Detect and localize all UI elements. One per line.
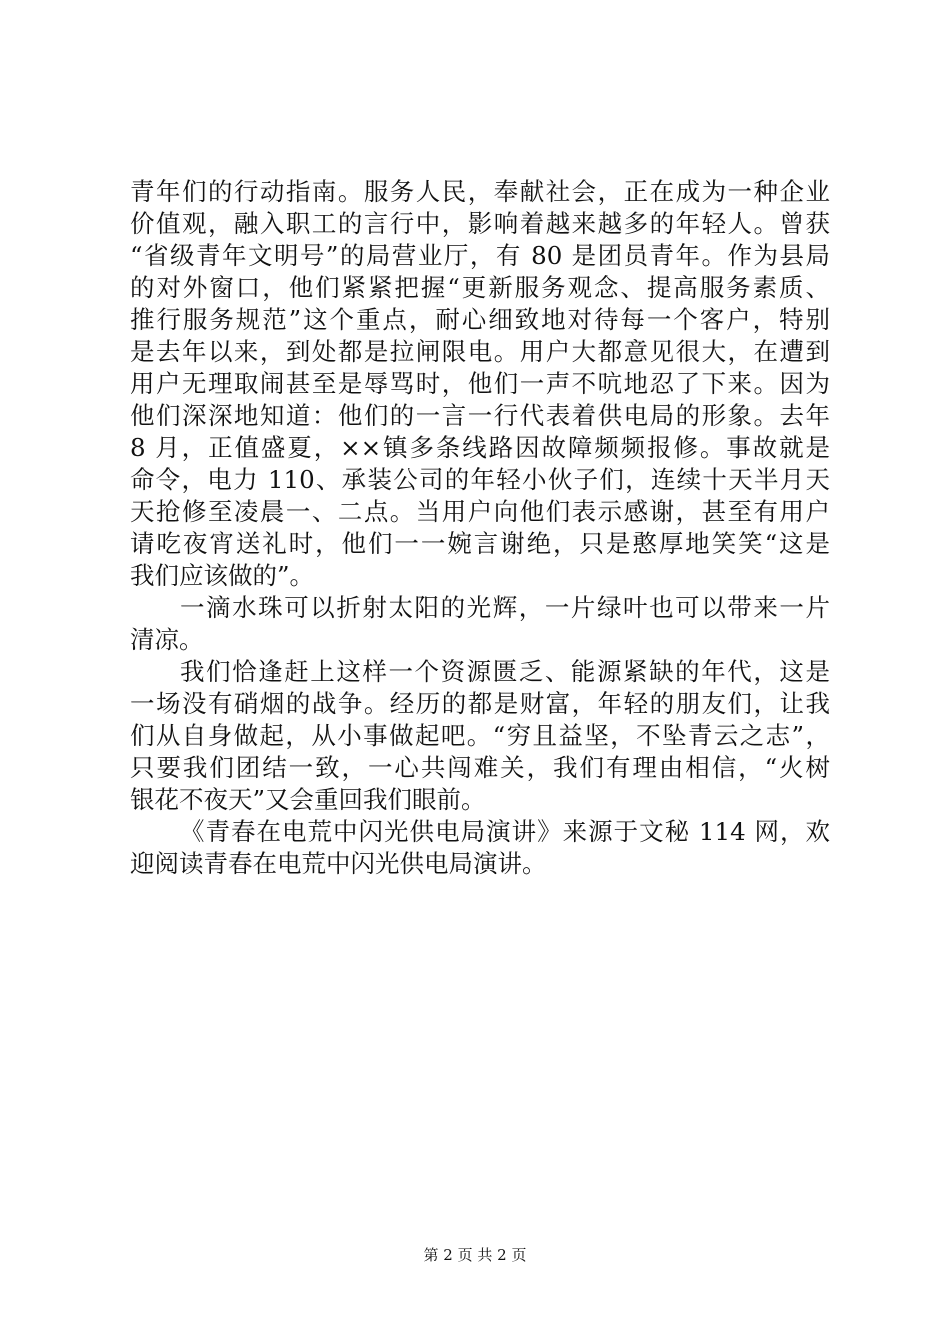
document-body xyxy=(130,176,830,880)
text-line: 银花不夜天”又会重回我们眼前。 xyxy=(130,785,486,814)
page-footer xyxy=(0,1244,950,1265)
text-line: 天抢修至凌晨一、二点。当用户向他们表示感谢，甚至有用户 xyxy=(130,497,830,526)
paragraph-2 xyxy=(130,592,830,656)
text-line: 一场没有硝烟的战争。经历的都是财富，年轻的朋友们，让我 xyxy=(130,689,830,718)
text-line: 我们恰逢赶上这样一个资源匮乏、能源紧缺的年代，这是 xyxy=(180,657,830,686)
text-line: “省级青年文明号”的局营业厅，有 80 是团员青年。作为县局 xyxy=(130,241,830,270)
paragraph-1 xyxy=(130,176,830,592)
paragraph-4 xyxy=(130,816,830,880)
text-line: 是去年以来，到处都是拉闸限电。用户大都意见很大，在遭到 xyxy=(130,337,830,366)
text-line: 用户无理取闹甚至是辱骂时，他们一声不吭地忍了下来。因为 xyxy=(130,369,830,398)
page-number-label: 第 2 页 共 2 页 xyxy=(423,1246,527,1264)
text-line: 我们应该做的”。 xyxy=(130,561,315,590)
text-line: 命令，电力 110、承装公司的年轻小伙子们，连续十天半月天 xyxy=(130,465,830,494)
text-line: 他们深深地知道：他们的一言一行代表着供电局的形象。去年 xyxy=(130,401,830,430)
text-line: 们从自身做起，从小事做起吧。“穷且益坚，不坠青云之志”， xyxy=(130,721,830,750)
text-line: 请吃夜宵送礼时，他们一一婉言谢绝，只是憨厚地笑笑“这是 xyxy=(130,529,830,558)
text-line: 推行服务规范”这个重点，耐心细致地对待每一个客户，特别 xyxy=(130,305,830,334)
text-line: 8 月，正值盛夏，××镇多条线路因故障频频报修。事故就是 xyxy=(130,433,830,462)
text-line: 清凉。 xyxy=(130,625,204,654)
text-line: 迎阅读青春在电荒中闪光供电局演讲。 xyxy=(130,849,547,878)
text-line: 价值观，融入职工的言行中，影响着越来越多的年轻人。曾获 xyxy=(130,209,830,238)
text-line: 只要我们团结一致，一心共闯难关，我们有理由相信，“火树 xyxy=(130,753,830,782)
text-line: 的对外窗口，他们紧紧把握“更新服务观念、提高服务素质、 xyxy=(130,273,830,302)
paragraph-3 xyxy=(130,656,830,816)
text-line: 一滴水珠可以折射太阳的光辉，一片绿叶也可以带来一片 xyxy=(180,593,830,622)
text-line: 《青春在电荒中闪光供电局演讲》来源于文秘 114 网，欢 xyxy=(180,817,830,846)
text-line: 青年们的行动指南。服务人民，奉献社会，正在成为一种企业 xyxy=(130,177,830,206)
